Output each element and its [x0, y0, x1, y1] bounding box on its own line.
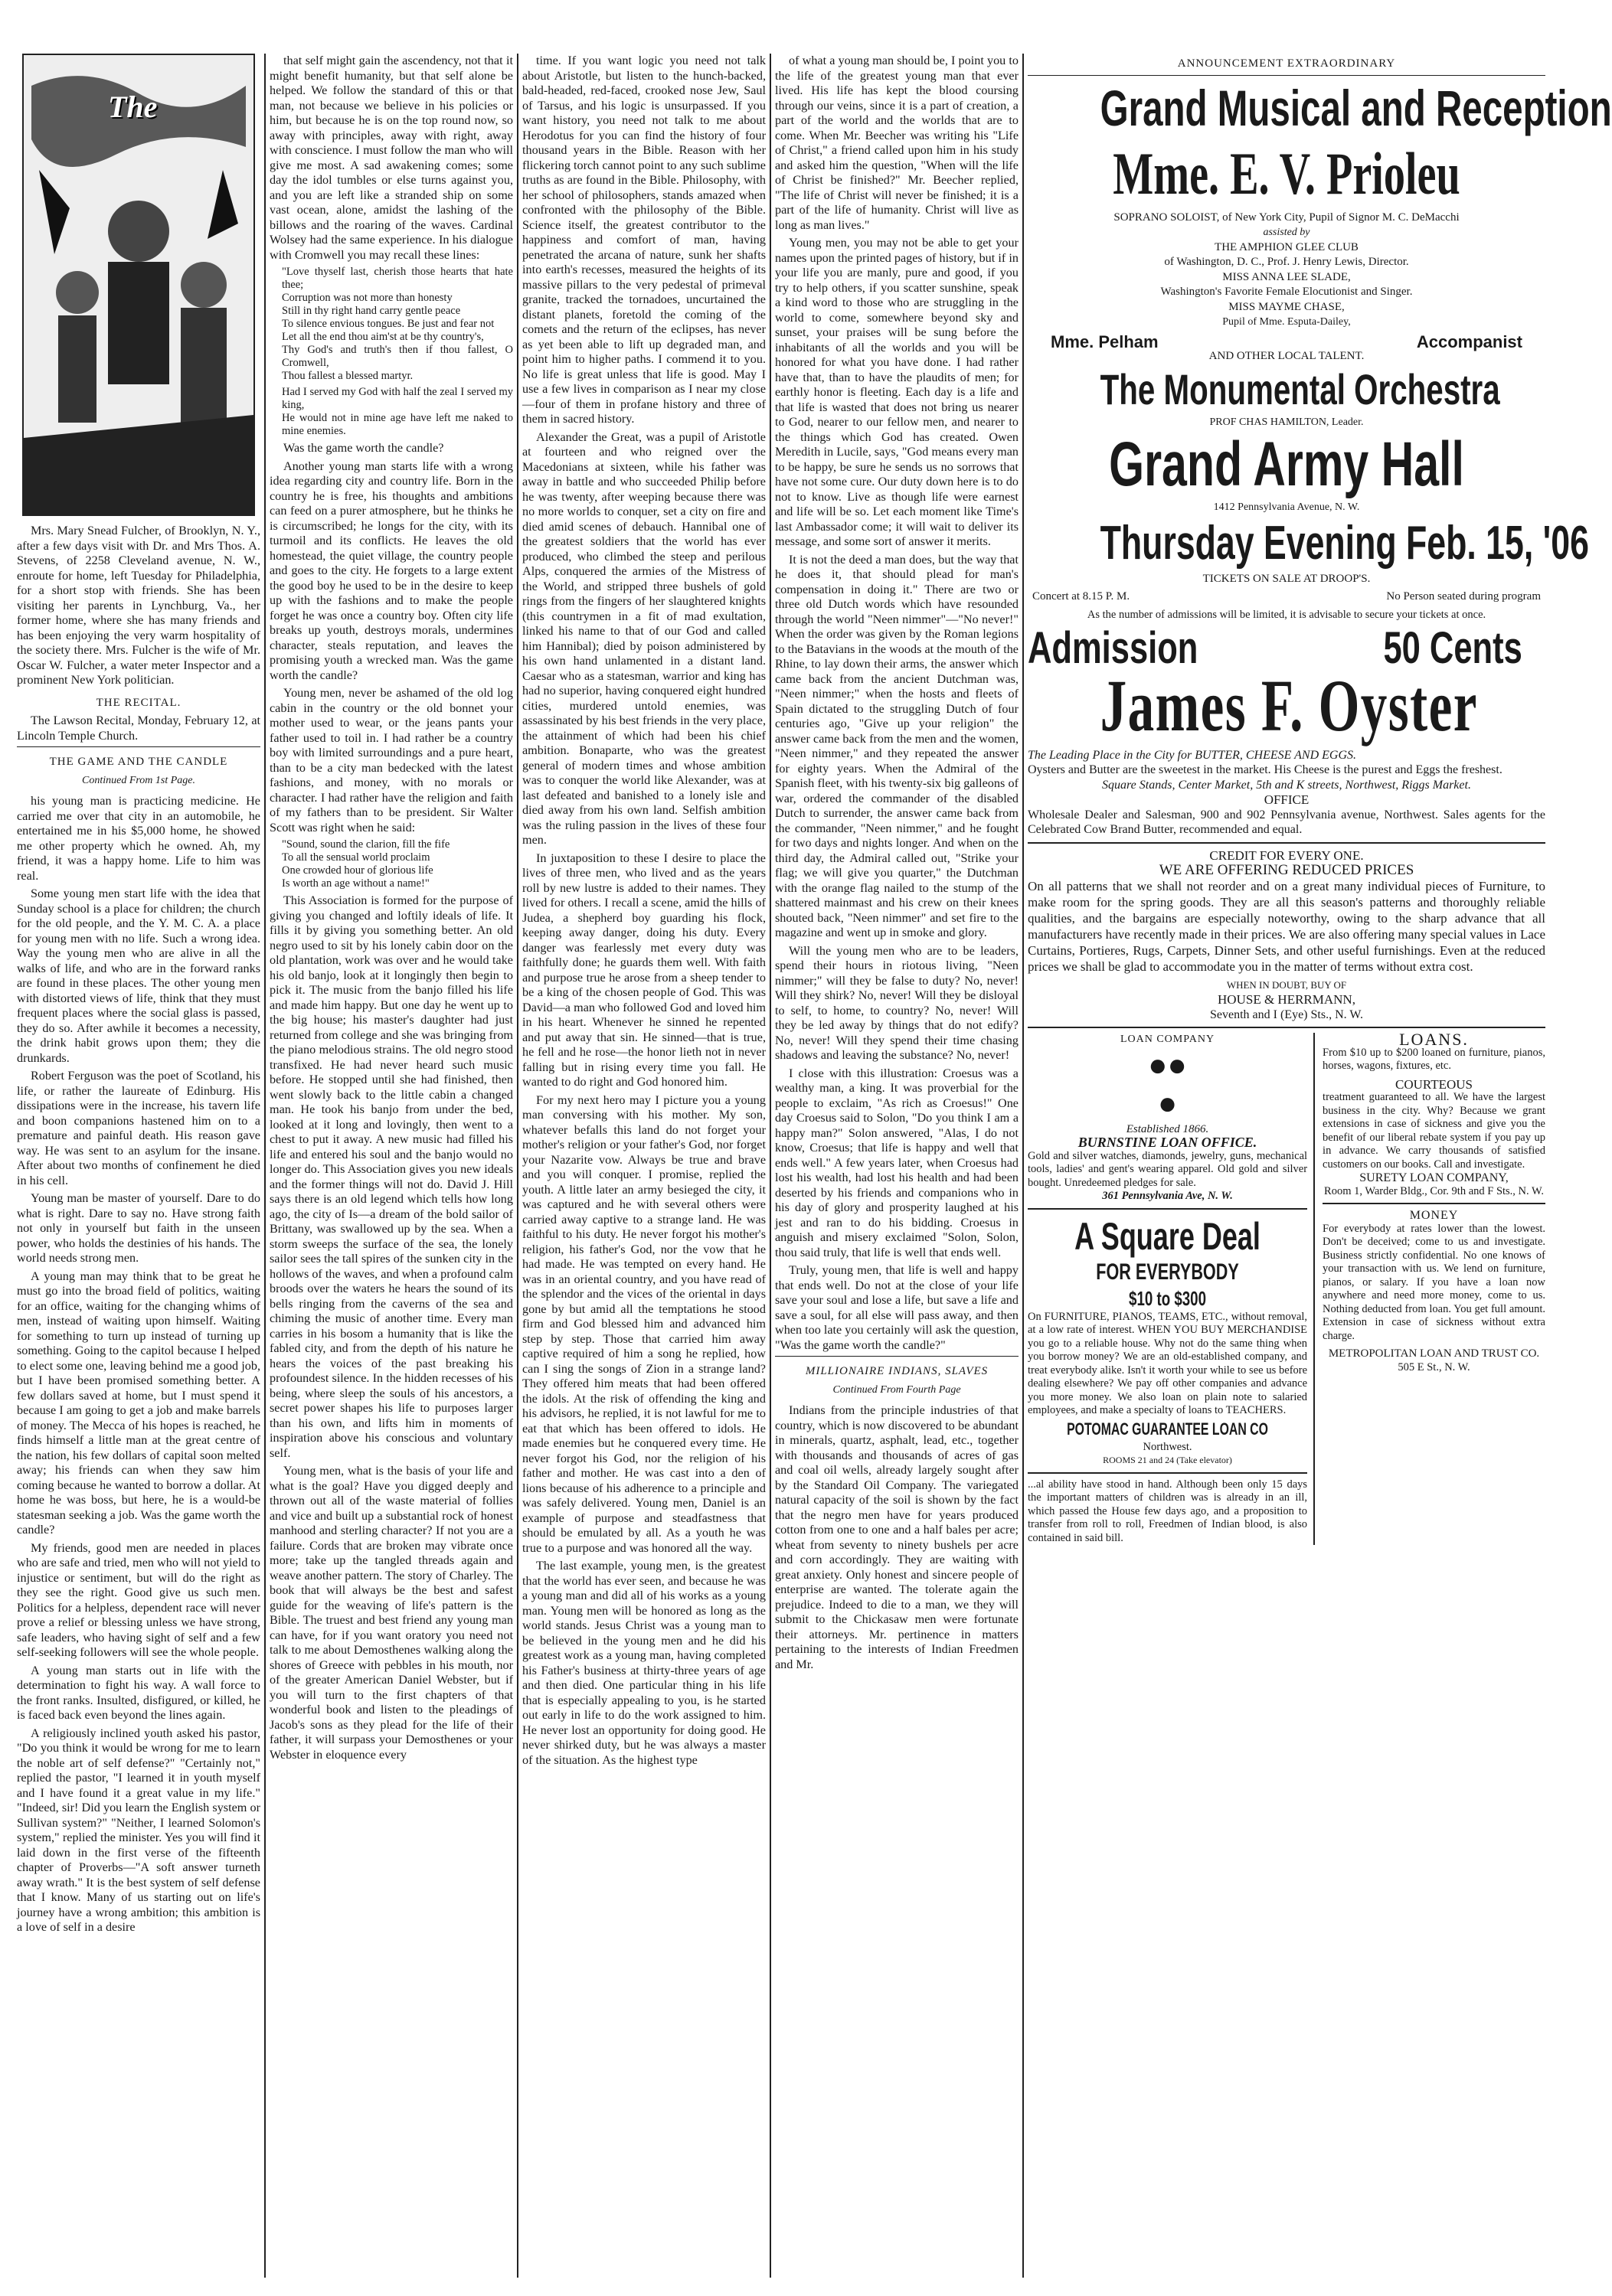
credit-when: WHEN IN DOUBT, BUY OF — [1226, 978, 1347, 991]
verse-king: Had I served my God with half the zeal I served my king, He would not in mine age have left me naked to mine enemies. — [282, 386, 513, 437]
limited-note: As the number of admissions will be limited, it is advisable to secure your tickets at once. — [1087, 608, 1486, 621]
square-deal-heading: A Square Deal — [1074, 1214, 1260, 1258]
society-note: Mrs. Mary Snead Fulcher, of Brooklyn, N. Y., after a few days visit with Dr. and Mrs Thos. A. Stevens, of 2258 Cleveland avenue, N. W., enroute for home, left Tuesday for Philadelphia, for a short stop with friends. She has been visiting her parents in Lynchburg, Va., her former home, where she has many friends and has been enjoying the very warm hospitality of the society there. Mrs. Fulcher is the wife of Mr. Oscar W. Fulcher, a water meter Inspector and a prominent New York politician. — [17, 524, 260, 687]
local-talent: AND OTHER LOCAL TALENT. — [1208, 350, 1365, 362]
money-address: 505 E St., N. W. — [1398, 1360, 1470, 1373]
loans-address: Room 1, Warder Bldg., Cor. 9th and F Sts., N. W. — [1324, 1184, 1545, 1197]
glee-club: THE AMPHION GLEE CLUB — [1215, 240, 1359, 253]
accompanist-name: Mme. Pelham — [1051, 331, 1159, 351]
square-deal-rooms: ROOMS 21 and 24 (Take elevator) — [1103, 1455, 1232, 1465]
verse-scott: "Sound, sound the clarion, fill the fife To all the sensual world proclaim One crowded hour of glorious life Is worth an age without a name!" — [282, 838, 450, 890]
divider — [17, 746, 260, 747]
seating-note: No Person seated during program — [1386, 590, 1541, 603]
column-rule — [264, 54, 266, 2278]
chase-desc: Pupil of Mme. Esputa-Dailey, — [1222, 316, 1351, 328]
verse-wolsey: "Love thyself last, cherish those hearts that hate thee; Corruption was not more than honesty Still in thy right hand carry gentle peace To silence envious tongues. Be just and fear not Let all the end thou aim'st at be thy country's, Thy God's and truth's then if thou fallest, O Cromwell, Thou fallest a blessed martyr. — [282, 266, 513, 382]
paragraph: Young men, never be ashamed of the old log cabin in the country or the old bonnet your mother used to wear, or the jeans pants your father used to toil in. I had rather be a country boy with limited surroundings and a pure heart, than to be a city man bedecked with the latest fashions, and money, with no morals or character. I had rather have the religion and faith of my fathers than to be president. Sir Walter Scott was right when he said: — [270, 686, 513, 834]
paragraph: My friends, good men are needed in places who are safe and tried, men who will not yield to injustice or sentiment, but will do the right as they see the right. Good give us such men. Politics for a helpless, dependent race will never prove a relief or blessing unless we have strong, safe leaders, who having sight of self and a few self-seeking followers will see the whole people. — [17, 1540, 260, 1659]
three-balls-icon: ●● ● — [1148, 1047, 1187, 1122]
paragraph: Another young man starts life with a wrong idea regarding city and country life. Born in the country he is free, his thoughts and ambitions can feed on a purer atmosphere, but he thinks he is circumscribed; he longs for the city, with its turmoil and its conflicts. He leaves the old homestead, the quiet village, the country people and goes to the city. He forgets to a large extent the good boy he used to be in the desire to keep up with the fashions and to make the people forget he was once a country boy. Often city life breaks up youth, destroys morals, undermines character, steals reputation, and leaves the promising youth a wrecked man. Was the game worth the candle? — [270, 459, 513, 682]
credit-address: Seventh and I (Eye) Sts., N. W. — [1210, 1008, 1363, 1021]
surety-loan-ad — [1323, 1030, 1545, 1198]
square-deal-firm: POTOMAC GUARANTEE LOAN CO — [1067, 1419, 1268, 1439]
burnstine-body: Gold and silver watches, diamonds, jewelry, guns, mechanical tools, ladies' and gent's wearing apparel. Old gold and silver bought. Unredeemed pledges for sale. — [1028, 1149, 1308, 1189]
loans-body1: From $10 up to $200 loaned on furniture, pianos, horses, wagons, fixtures, etc. — [1323, 1046, 1545, 1072]
slade-desc: Washington's Favorite Female Elocutionist and Singer. — [1160, 286, 1413, 298]
metropolitan-loan-ad — [1323, 1209, 1545, 1374]
paragraph: The last example, young men, is the greatest that the world has ever seen, and because he was a young man and did all of his works as a young man. Young men will be honored as long as the world stands. Jesus Christ was a young man to be believed in the young men and he did his greatest work as a young man, having completed his Father's business at thirty-three years of age and then died. One particular thing in his life that is especially appealing to you, is he started out early in life to do the work assigned to him. He never lost an opportunity for doing good. He never shirked duty, but he was always a master of the situation. As the highest type — [522, 1559, 766, 1767]
loans-courteous: COURTEOUS — [1395, 1076, 1473, 1092]
recital-text: The Lawson Recital, Monday, February 12, at Lincoln Temple Church. — [17, 714, 260, 743]
ticket-info: TICKETS ON SALE AT DROOP'S. — [1202, 572, 1371, 585]
venue-name: Grand Army Hall — [1109, 429, 1464, 499]
millionaire-subheading: Continued From Fourth Page — [832, 1383, 961, 1396]
oyster-name: James F. Oyster — [1100, 664, 1478, 746]
oyster-text: Oysters and Butter are the sweetest in the market. His Cheese is the purest and Eggs the freshest. — [1028, 763, 1502, 776]
assisted-by: assisted by — [1263, 227, 1310, 238]
accompanist-label: Accompanist — [1416, 331, 1522, 351]
paragraph: Young men, you may not be able to get your names upon the printed pages of history, but if in your life you are manly, pure and good, if you try to help others, if you scatter sunshine, speak a kind word to those who are struggling in the world to come, somewhere beyond sky and sunset, your praises will be sung before the inhabitants of all the worlds and you will be honored for what you have done. I had rather have that, than to have the plaudits of men; for earthly honor is fleeting. Each day is a life and that life is wasted that does not bring us nearer to God, nearer to our fellow men, and nearer to the things which God has created. Owen Meredith in Lucile, says, "God means every man to be happy, be sure he sends us no sorrows that have not some cure. Our duty down here is to do not to know. Live as though life were earnest and life will be so. Let each moment like Time's last Ambassador come; it will wait to deliver its message, and some sort of answer it merits. — [775, 236, 1019, 548]
venue-address: 1412 Pennsylvania Avenue, N. W. — [1213, 501, 1360, 513]
left-ad-stack — [1028, 1033, 1315, 1545]
newspaper-page — [14, 54, 1612, 2278]
loans-firm: SURETY LOAN COMPANY, — [1359, 1171, 1509, 1184]
money-heading: MONEY — [1409, 1209, 1459, 1222]
event-date: Thursday Evening Feb. 15, '06 — [1100, 516, 1589, 570]
concert-time: Concert at 8.15 P. M. — [1032, 590, 1130, 603]
credit-heading: CREDIT FOR EVERY ONE. — [1209, 848, 1364, 863]
paragraph: Was the game worth the candle? — [283, 441, 444, 455]
square-deal-sub: FOR EVERYBODY — [1096, 1259, 1239, 1285]
square-deal-ad — [1028, 1214, 1307, 1468]
orchestra-name: The Monumental Orchestra — [1100, 364, 1500, 413]
continued-fragment: ...al ability have stood in hand. Although been only 15 days the important matters of children was is already in an ill, which passed the House few days ago, and a proposition to transfer from roll to roll, Freedmen of Indian blood, is also contained in said bill. — [1028, 1478, 1308, 1544]
divider — [1028, 1208, 1307, 1210]
paragraph: It is not the deed a man does, but the way that he does it, that should plead for man's compensation in doing it." There are two or three old Dutch words which have resounded through the world "Neen nimmer"—"No never!" When the order was given by the Roman legions to the Batavians in the woods at the mouth of the Rhine, to lay down their arms, the answer which came back from the ancient Dutchman was, "Neen nimmer;" when the hosts and fleets of Spain dictated to the struggling Dutch of four centuries ago, "Give up your religion" the answer came back from the men and the women, "Neen nimmer," and they repeated the answer for eighty years. When the Admiral of the Spanish fleet, with his twenty-six big galleons of war, ordered the commander of the disabled Dutch to surrender, the answer came back from the commander, "Neen nimmer," and he fought for two days and nights longer. And when on the third day, the Admiral called out, "Strike your flag; we will give you quarter," the Dutchman with the orange flag nailed to the stump of the shattered mainmast and his crew on their knees shouted back, "Neen nimmer" and set fire to the magazine and went up in smoke and glory. — [775, 552, 1019, 939]
column-4 — [775, 54, 1019, 2278]
paragraph: time. If you want logic you need not talk about Aristotle, but listen to the hunch-backed, bald-headed, red-faced, crooked nose Jew, Saul of Tarsus, and his logic is unsurpassed. If you want history, you need not talk to me about Herodotus for you can find the history of four thousand years in the Bible. Reason with her flickering torch cannot point to any such sublime truths as are found in the Bible. Philosophy, with her school of philosophers, stands amazed when confronted with the philosophy of the Bible. Science itself, the greatest contributor to the happiness and comfort of man, having penetrated the arcana of nature, sunk her shafts into earth's recesses, measured the heights of its massive pillars to the very pedestal of primeval granite, tracked the tornadoes, uncurtained the distant planets, foretold the coming of the comets and the return of the eclipses, has never as yet been able to lift up degraded man, and point him to higher paths. I commend it to you. No life is great unless that life is good. May I use a few lives in comparison as I near my close—four of them in profane history and three of them in sacred history. — [522, 54, 766, 426]
paragraph: Will the young men who are to be leaders, spend their hours in riotous living, "Neen nimmer;" will they be false to duty? No, never! Will they shirk? No, never! Will they be disloyal to self, to home, to country? No, never! Will they be led away by things that do not edify? No, never! Will they spend their time chasing shadows and leaving the substance? No, never! — [775, 943, 1019, 1062]
oyster-office: OFFICE — [1264, 792, 1310, 807]
furniture-credit-ad — [1028, 848, 1545, 1023]
game-subheading: Continued From 1st Page. — [81, 774, 196, 786]
money-firm: METROPOLITAN LOAN AND TRUST CO. — [1328, 1347, 1540, 1360]
burnstine-established: Established 1866. — [1126, 1122, 1209, 1135]
paragraph: Robert Ferguson was the poet of Scotland, his life, or rather the laureate of Edinburg. His dissipations were in the increase, his tavern life and boon companions hastened him on to a premature and painful death. His reason gave way. He was sent to an asylum for the insane. After about two months of confinement he died in his cell. — [17, 1069, 260, 1187]
column-rule — [770, 54, 771, 2278]
right-ad-stack — [1323, 1030, 1545, 1545]
paragraph: A young man starts out in life with the determination to fight his way. A wall force to the front ranks. Insulted, disfigured, or killed, he is faced back even beyond the lines again. — [17, 1663, 260, 1722]
credit-body: On all patterns that we shall not reorder and on a great many individual pieces of Furniture, to make room for the spring goods. They are all this season's patterns and thoroughly reliable qualities, and the bargains are especially noteworthy, owing to the sharp advance that all manufacturers have recently made in their prices. We are also offering many special values in Lace Curtains, Portieres, Rugs, Carpets, Dinner Sets, and other useful furnishings. Even at the reduced prices we shall be glad to accommodate you in the matter of terms without extra cost. — [1028, 878, 1545, 974]
illustration-title: The — [108, 90, 158, 124]
square-deal-body: On FURNITURE, PIANOS, TEAMS, ETC., without removal, at a low rate of interest. WHEN YOU BUY MERCHANDISE you go to a reliable house. Why not do the same thing when you borrow money? We are an old-established company, and treat everybody alike. Isn't it worth your while to see us before dealing elsewhere? We pay off other companies and advance you more money. We also loan on plain note to salaried employees, and make a specialty of loans to TEACHERS. — [1028, 1310, 1308, 1416]
concert-title: Grand Musical and Reception — [1100, 79, 1612, 136]
paragraph: Some young men start life with the idea that Sunday school is a place for children; the church for the old people, and the Y. M. C. A. a place for young men with no life. Such a wrong idea. Way the young men who are alive in all the walks of life, and who are in the forward ranks are found in these places. The other young men with distorted views of life, think that they must frequent places where the social glass is passed, they do so. After awhile it becomes a necessity, the drink habit grows upon them; they die drunkards. — [17, 887, 260, 1065]
divider — [775, 1356, 1019, 1357]
loans-body2: treatment guaranteed to all. We have the largest business in the city. Why? Because we grant extensions in case of sickness and give you the benefit of our liberal rebate system if you pay up in advance. We carry thousands of satisfied customers on our books. Call and investigate. — [1323, 1091, 1545, 1171]
divider — [1028, 1472, 1307, 1474]
credit-firm: HOUSE & HERRMANN, — [1218, 992, 1355, 1007]
loans-heading: LOANS. — [1399, 1030, 1469, 1049]
column-rule — [517, 54, 518, 2278]
square-deal-range: $10 to $300 — [1129, 1286, 1206, 1310]
recital-heading: THE RECITAL. — [96, 696, 181, 709]
burnstine-heading: LOAN COMPANY — [1120, 1034, 1215, 1045]
oyster-tagline: The Leading Place in the City for BUTTER, CHEESE AND EGGS. — [1028, 748, 1357, 762]
paragraph: Truly, young men, that life is well and happy that ends well. Do not at the close of your life save your soul and lose a life, but save a life and save a soul, for all else will pass away, and then when too late you certainly will ask the question, "Was the game worth the candle?" — [775, 1263, 1019, 1352]
paragraph: that self might gain the ascendency, not that it might benefit humanity, but that self alone be helped. We follow the standard of this or that man, not because we believe in his policies or him, but because he is on the top round now, so away with principles, away with right, away with conscience. I must follow the man who will give me most. A sad awakening comes; some day the idol tumbles or else turns against you, and you are left like a stranded ship on some vast ocean, alone, amidst the lashing of the billows and the roaring of the waves. Cardinal Wolsey had the same experience. In his dialogue with Cromwell you may recall these lines: — [270, 54, 513, 262]
paragraph: In juxtaposition to these I desire to place the lives of three men, who lived and as the years roll by new lustre is added to their names. They lived for others. I recall a scene, amid the hills of Judea, a shepherd boy guarding his flock, keeping away danger, doing his duty. Every danger was fearlessly met every duty was faithfully done; he guards them well. With faith and purpose true he arose from a sheep tender to be a king of the chosen people of God. This was David—a man who followed God and loved him in his heart. Whenever he sinned he repented and put away that sin. He sinned—that is true, he fell and he rose—the honor lieth not in never falling but in rising every time you fall. He wanted to do right and God honored him. — [522, 851, 766, 1089]
slade-name: MISS ANNA LEE SLADE, — [1222, 270, 1351, 283]
money-body: For everybody at rates lower than the lowest. Don't be deceived; come to us and investigate. Business strictly confidential. No one knows of your transaction with us. We lend on furniture, pianos, or salary. If you have a loan now anywhere and need more money, come to us. Nothing deducted from loan. You get full amount. Extension in case of sickness without extra charge. — [1323, 1222, 1545, 1342]
concert-ad — [1028, 57, 1612, 673]
performer-name: Mme. E. V. Prioleu — [1113, 139, 1460, 207]
advertisement-column — [1028, 54, 1612, 2278]
column-1 — [17, 54, 260, 2278]
paragraph: This Association is formed for the purpose of giving you changed and loftily ideals of life. It fills it by giving you something better. An old negro used to sit by his lonely cabin door on the old plantation, work was over and he would take his old banjo, look at it longingly then begin to pick it. The music from the banjo filled his life and made him happy. But one day he went up to the big house; his master's daughter had just returned from college and she was bringing from the piano melodious strains. The old negro stood transfixed. He had never heard such music before. He stopped until she had finished, then went slowly back to the little cabin a changed man. He took his banjo from under the bed, looked at it long and lovingly, then went to a chest to put it away. A new music had filled his life and entered his soul and the banjo would no longer do. This Association gives you new ideals and the former things will not do. David J. Hill says there is an old legend which tells how long ago, the city of Is—a dream of the bold sailor of Brittany, was swallowed up by the sea. When a storm sweeps the surface of the sea, the lonely sailor sees the tall spires of the sunken city in the hollows of the waves, and when a profound calm broods over the waters he hears the sound of its bells ringing from the caverns of the sea and chiming the music of another time. Every man carries in his bosom a humanity that is like the fabled city, and from the depth of his nature he hears the voices of the past breaking his profoundest silence. In the hidden recesses of his being, where sleep the souls of his ancestors, a secret power shapes his life to purposes larger than his own, and lifts him in moments of inspiration above his conscious and voluntary self. — [270, 893, 513, 1460]
column-rule — [1022, 54, 1024, 2278]
illustration-graphic — [24, 55, 253, 514]
oyster-stands: Square Stands, Center Market, 5th and K streets, Northwest, Riggs Market. — [1102, 778, 1471, 792]
credit-subheading: WE ARE OFFERING REDUCED PRICES — [1159, 862, 1414, 878]
square-deal-address: Northwest. — [1143, 1440, 1192, 1453]
oyster-wholesale: Wholesale Dealer and Salesman, 900 and 902 Pennsylvania avenue, Northwest. Sales agents for the Celebrated Cow Brand Butter, recommended and equal. — [1028, 808, 1545, 836]
paragraph: Alexander the Great, was a pupil of Aristotle at fourteen and who reigned over the Macedonians at sixteen, while his father was away in battle and who succeeded Philip before he was twenty, after weeping because there was no more worlds to conquer, set a city on fire and died amid scenes of debauch. Hannibal one of the greatest soldiers that the world has ever produced, who climbed the steep and perilous Alps, conquered the armies of the Mistress of the World, and stripped three bushels of gold rings from the fingers of her slaughtered knights (this countrymen in a fit of mad exultation, linked his name to that of our God and called him Hannibal); died by poison administered by his own hand unlamented in a distant land. Caesar who as a statesman, warrior and king has had no superior, having conquered eight hundred cities, murdered untold enemies, was assassinated by his best friends in the very place, the attainment of which had been his chief ambition. Bonaparte, who was the greatest general of modern times and whose ambition was to conquer the world like Alexander, was at last defeated and banished to a lonely isle and died away from his own land. Selfish ambition was the ruling passion in the lives of these four men. — [522, 429, 766, 847]
ad-kicker: ANNOUNCEMENT EXTRAORDINARY — [1177, 57, 1396, 70]
paragraph: Young men, what is the basis of your life and what is the goal? Have you digged deeply and thrown out all of the waste material of follies and vice and built up a substantial rock of honest manhood and sterling character? If not you are a failure. Cords that are broken may vibrate once more; take up the tangled threads again and weave another pattern. The story of Charley. The book that will always be the best and safest guide for the weaving of life's pattern is the Bible. The truest and best friend any young man can have, for if you want oratory you need not talk to me about Demosthenes walking along the shores of Greece with pebbles in his mouth, nor of the greater American Daniel Webster, but if you will turn to the first chapters of that wonderful book and listen to the pleadings of Jacob's sons as they plead for the life of their father, it will surpass your Demosthenes or your Webster in eloquence every — [270, 1464, 513, 1762]
performer-desc: SOPRANO SOLOIST, of New York City, Pupil of Signor M. C. DeMacchi — [1113, 211, 1460, 224]
burnstine-name: BURNSTINE LOAN OFFICE. — [1077, 1135, 1257, 1150]
burnstine-ad — [1028, 1033, 1307, 1204]
admission-label: Admission — [1028, 623, 1198, 673]
paragraph: For my next hero may I picture you a young man conversing with his mother. My son, whatever befalls this land do not forget your mother's religion or your father's God, nor forget your Nazarite vow. Always be true and brave and you will conquer. I promise, replied the youth. A little later an army besieged the city, it was captured and he with several others were carried away captive to a strange land. He was faithful to his duty. He never forgot his mother's religion, his father's God, nor the vow that he had made. He was tempted on every hand. He was in an oriental country, and you have read of the splendor and the vices of the oriental in days gone by but amid all the temptations he stood firm and God blessed him and advanced him step by step. Those that carried him away captive required of him a song he replied, how can I sing the songs of Zion in a strange land? They offered him meats that had been offered the idols. At the risk of offending the king and his advisors, he replied, it is not lawful for me to eat that which has been offered to idols. He made enemies but he conquered every time. He never forgot his God, nor the religion of his father and mother. He was cast into a den of lions because of his adherence to a principle and was safely delivered. Young men, Daniel is an example of purpose and steadfastness that should be emulated by all. As a youth he was true to a purpose and was honored all the way. — [522, 1092, 766, 1555]
orchestra-leader: PROF CHAS HAMILTON, Leader. — [1209, 416, 1364, 428]
paragraph: I close with this illustration: Croesus was a wealthy man, a king. It was proverbial for the people to exclaim, "As rich as Croesus!" One day Croesus said to Solon, "Do you think I am a happy man?" Solon answered, "Alas, I do not know, Croesus; that life is happy and well that ends well." A few years later, when Croesus had lost his wealth, had lost his health and had been deserted by his friends and companions who in his day of glory and prosperity laughed at his jest and ran to do his bidding. Croesus in anguish and misery exclaimed "Solon, Solon, thou said truly, that life is well that ends well. — [775, 1066, 1019, 1259]
divider — [1323, 1203, 1545, 1204]
divider — [1028, 75, 1545, 76]
paragraph: A young man may think that to be great he must go into the broad field of politics, waiting for an office, waiting for the changing whims of men, instead of waiting upon himself. Waiting for something to turn up instead of turning up something. Going to the capitol because I helped to elect some one, leaving behind me a good job, but I have been promised something better. A few dollars saved at home, but I must spend it because I am going to get a job and make barrels of money. The Mecca of his hopes is reached, he finds himself a little man at the great centre of the nation, his few dollars of capital soon melted away; his friends can when they saw him coming because he wanted to borrow a dollar. At home he was boss, but here, he is a would-be statesman seeking a job. Was the game worth the candle? — [17, 1269, 260, 1537]
divider — [1028, 842, 1545, 844]
paragraph: Young man be master of yourself. Dare to do what is right. Dare to say no. Have strong faith not only in yourself but faith in the unseen power, who holds the destinies of his hands. The world needs strong men. — [17, 1191, 260, 1265]
paragraph: of what a young man should be, I point you to the life of the greatest young man that ever lived. His life has kept the blood coursing through our veins, since it is a part of creation, a part of the world and the worlds that are to come. When Mr. Beecher was writing his "Life of Christ," a friend called upon him in his study and asked him the question, "When will the life of Christ be finished?" Mr. Beecher replied, "The life of Christ will never be finished; it is a part of the life of humanity. Christ will live as long as man lives." — [775, 54, 1019, 232]
paragraph: A religiously inclined youth asked his pastor, "Do you think it would be wrong for me to learn the noble art of self defense?" "Certainly not," replied the pastor, "I learned it in youth myself and I have found it a great value in my life." "Indeed, sir! Did you learn the English system or Sullivan system?" "Neither, I learned Solomon's system," replied the minister. Yes you will find it laid down in the first verse of the fifteenth chapter of Proverbs—"A soft answer turneth away wrath." It is the best system of self defense that I know. Many of us starting out on life's journey have a wrong ambition; this ambition is a love of self in a desire — [17, 1726, 260, 1934]
column-2 — [270, 54, 513, 2278]
admission-price: 50 Cents — [1383, 623, 1522, 673]
chase-name: MISS MAYME CHASE, — [1228, 300, 1345, 313]
glee-club-director: of Washington, D. C., Prof. J. Henry Lewis, Director. — [1164, 256, 1409, 268]
column-3 — [522, 54, 766, 2278]
paragraph: Indians from the principle industries of that country, which is now discovered to be abundant in minerals, quartz, asphalt, lead, etc., together with thousands and thousands of acres of gas and coal oil wells, already largely sought after by the Standard Oil Company. The variegated natural capacity of the soil is shown by the fact that the negro men have for years produced cotton from one to one and a half bales per acre; wheat from seventy to ninety bushels per acre and corn accordingly. They are waiting with great anxiety. Only honest and sincere people of enterprise are wanted. The tolerate again the prejudice. Indeed to die to a man, we they will submit to the Chickasaw men were fortunate their attorneys. Mr. pertinence in matters pertaining to the interests of Indian Freedmen and Mr. — [775, 1403, 1019, 1671]
paragraph: his young man is practicing medicine. He carried me over that city in an automobile, he entertained me in his $5,000 home, he showed me other property which he owned. Ah, my friend, it was a happy home. Life to him was real. — [17, 794, 260, 883]
divider — [1028, 1027, 1545, 1028]
millionaire-heading: MILLIONAIRE INDIANS, SLAVES — [805, 1365, 989, 1377]
masthead-illustration — [22, 54, 255, 516]
game-heading: THE GAME AND THE CANDLE — [49, 756, 228, 768]
oyster-ad — [1028, 664, 1545, 838]
burnstine-address: 361 Pennsylvania Ave, N. W. — [1102, 1190, 1233, 1202]
